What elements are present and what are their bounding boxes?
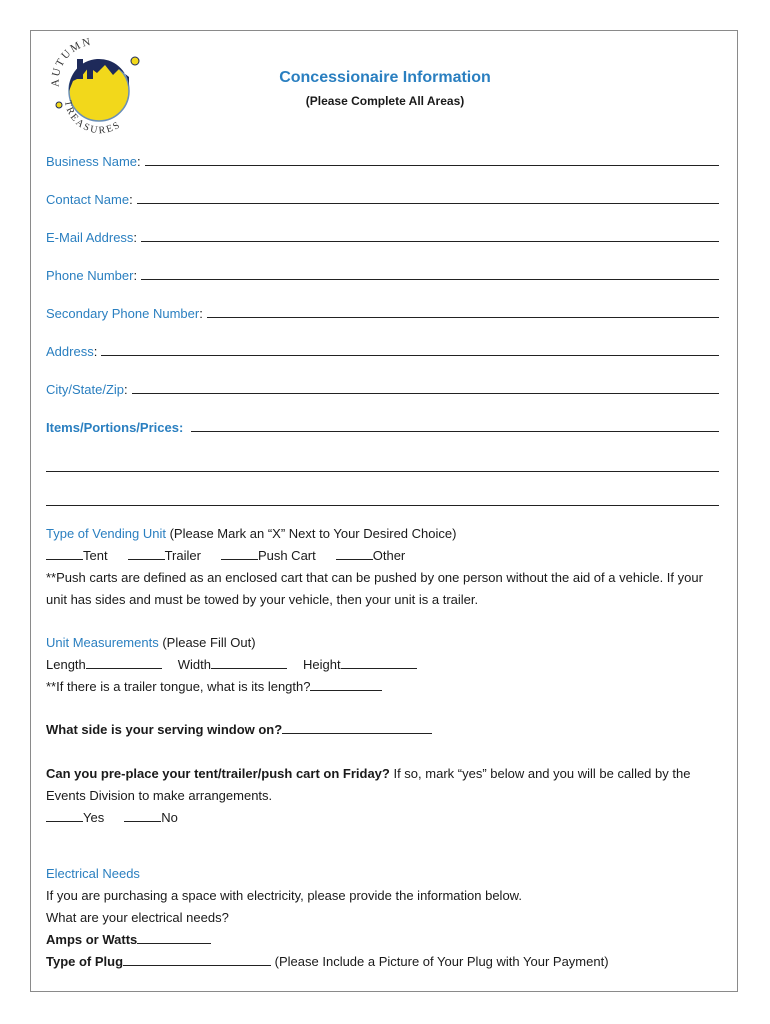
email-line[interactable]: [141, 240, 719, 242]
option-tent[interactable]: Tent: [46, 545, 108, 567]
tongue-blank[interactable]: [310, 678, 382, 691]
form-title: Concessionaire Information: [279, 69, 491, 86]
email-field[interactable]: E-Mail Address :: [46, 227, 719, 245]
items-prices-line[interactable]: [191, 430, 719, 432]
items-prices-field[interactable]: [46, 417, 719, 435]
electrical-heading: Electrical Needs: [46, 866, 140, 881]
form-page: [30, 30, 738, 992]
plug-row: [46, 951, 725, 973]
address-line[interactable]: [101, 354, 719, 356]
items-prices-line-3[interactable]: [46, 504, 719, 506]
secondary-phone-label: Secondary Phone Number: [46, 306, 200, 321]
amps-blank[interactable]: [137, 931, 211, 944]
measurements-heading-row: [46, 632, 725, 654]
option-push-cart[interactable]: Push Cart: [221, 545, 316, 567]
tongue-row: [46, 676, 725, 698]
preplace-options-row: [46, 807, 725, 829]
secondary-phone-line[interactable]: [207, 316, 719, 318]
business-name-label: Business Name: [46, 154, 138, 169]
vending-type-instruction: (Please Mark an “X” Next to Your Desired Choice): [165, 526, 457, 541]
city-state-zip-line[interactable]: [132, 392, 719, 394]
items-prices-label: Items/Portions/Prices:: [46, 420, 184, 435]
email-label: E-Mail Address: [46, 230, 134, 245]
vending-type-heading: Type of Vending Unit: [46, 526, 166, 541]
amps-label: Amps or Watts: [46, 932, 138, 947]
serving-window-row: [46, 719, 725, 741]
length-blank[interactable]: [86, 656, 162, 669]
serving-window-question: What side is your serving window on?: [46, 722, 283, 737]
serving-window-blank[interactable]: [282, 721, 432, 734]
phone-field[interactable]: Phone Number :: [46, 265, 719, 283]
contact-name-label: Contact Name: [46, 192, 130, 207]
electrical-line-2: What are your electrical needs?: [46, 910, 229, 925]
plug-blank[interactable]: [123, 953, 271, 966]
logo-text-top: AUTUMN: [49, 37, 94, 88]
business-name-field[interactable]: Business Name :: [46, 151, 719, 169]
measurements-row: [46, 654, 725, 676]
push-cart-note: **Push carts are defined as an enclosed cart that can be pushed by one person without the aid of a vehicle. If your unit has sides and must be towed by your vehicle, then your unit is a trailer.: [46, 570, 703, 607]
phone-line[interactable]: [141, 278, 719, 280]
tongue-question: **If there is a trailer tongue, what is its length?: [46, 679, 311, 694]
measurements-instruction: (Please Fill Out): [158, 635, 256, 650]
height-label: Height: [303, 657, 341, 672]
autumn-treasures-logo: [47, 37, 143, 137]
preplace-question: Can you pre-place your tent/trailer/push cart on Friday? If so, mark “yes” below and you will be called by the Events Division to make arrangements.: [46, 766, 691, 803]
logo-text-bottom: TREASURES: [61, 99, 124, 137]
phone-label: Phone Number: [46, 268, 134, 283]
form-subtitle: (Please Complete All Areas): [305, 94, 465, 108]
business-name-line[interactable]: [145, 164, 719, 166]
contact-name-line[interactable]: [137, 202, 719, 204]
height-blank[interactable]: [341, 656, 417, 669]
contact-name-field[interactable]: Contact Name :: [46, 189, 719, 207]
city-state-zip-field[interactable]: City/State/Zip :: [46, 379, 719, 397]
city-state-zip-label: City/State/Zip: [46, 382, 125, 397]
vending-options-row: [46, 545, 725, 567]
amps-row: [46, 929, 725, 951]
plug-note: (Please Include a Picture of Your Plug with Your Payment): [271, 954, 609, 969]
items-prices-line-2[interactable]: [46, 470, 719, 472]
address-field[interactable]: Address :: [46, 341, 719, 359]
option-no[interactable]: No: [124, 807, 178, 829]
secondary-phone-field[interactable]: Secondary Phone Number :: [46, 303, 719, 321]
plug-label: Type of Plug: [46, 954, 124, 969]
electrical-line-1: If you are purchasing a space with electricity, please provide the information below.: [46, 888, 522, 903]
width-blank[interactable]: [211, 656, 287, 669]
option-yes[interactable]: Yes: [46, 807, 104, 829]
width-label: Width: [177, 657, 211, 672]
measurements-heading: Unit Measurements: [46, 635, 159, 650]
option-other[interactable]: Other: [336, 545, 406, 567]
length-label: Length: [46, 657, 86, 672]
vending-type-heading-row: [46, 523, 725, 545]
option-trailer[interactable]: Trailer: [128, 545, 201, 567]
address-label: Address: [46, 344, 94, 359]
